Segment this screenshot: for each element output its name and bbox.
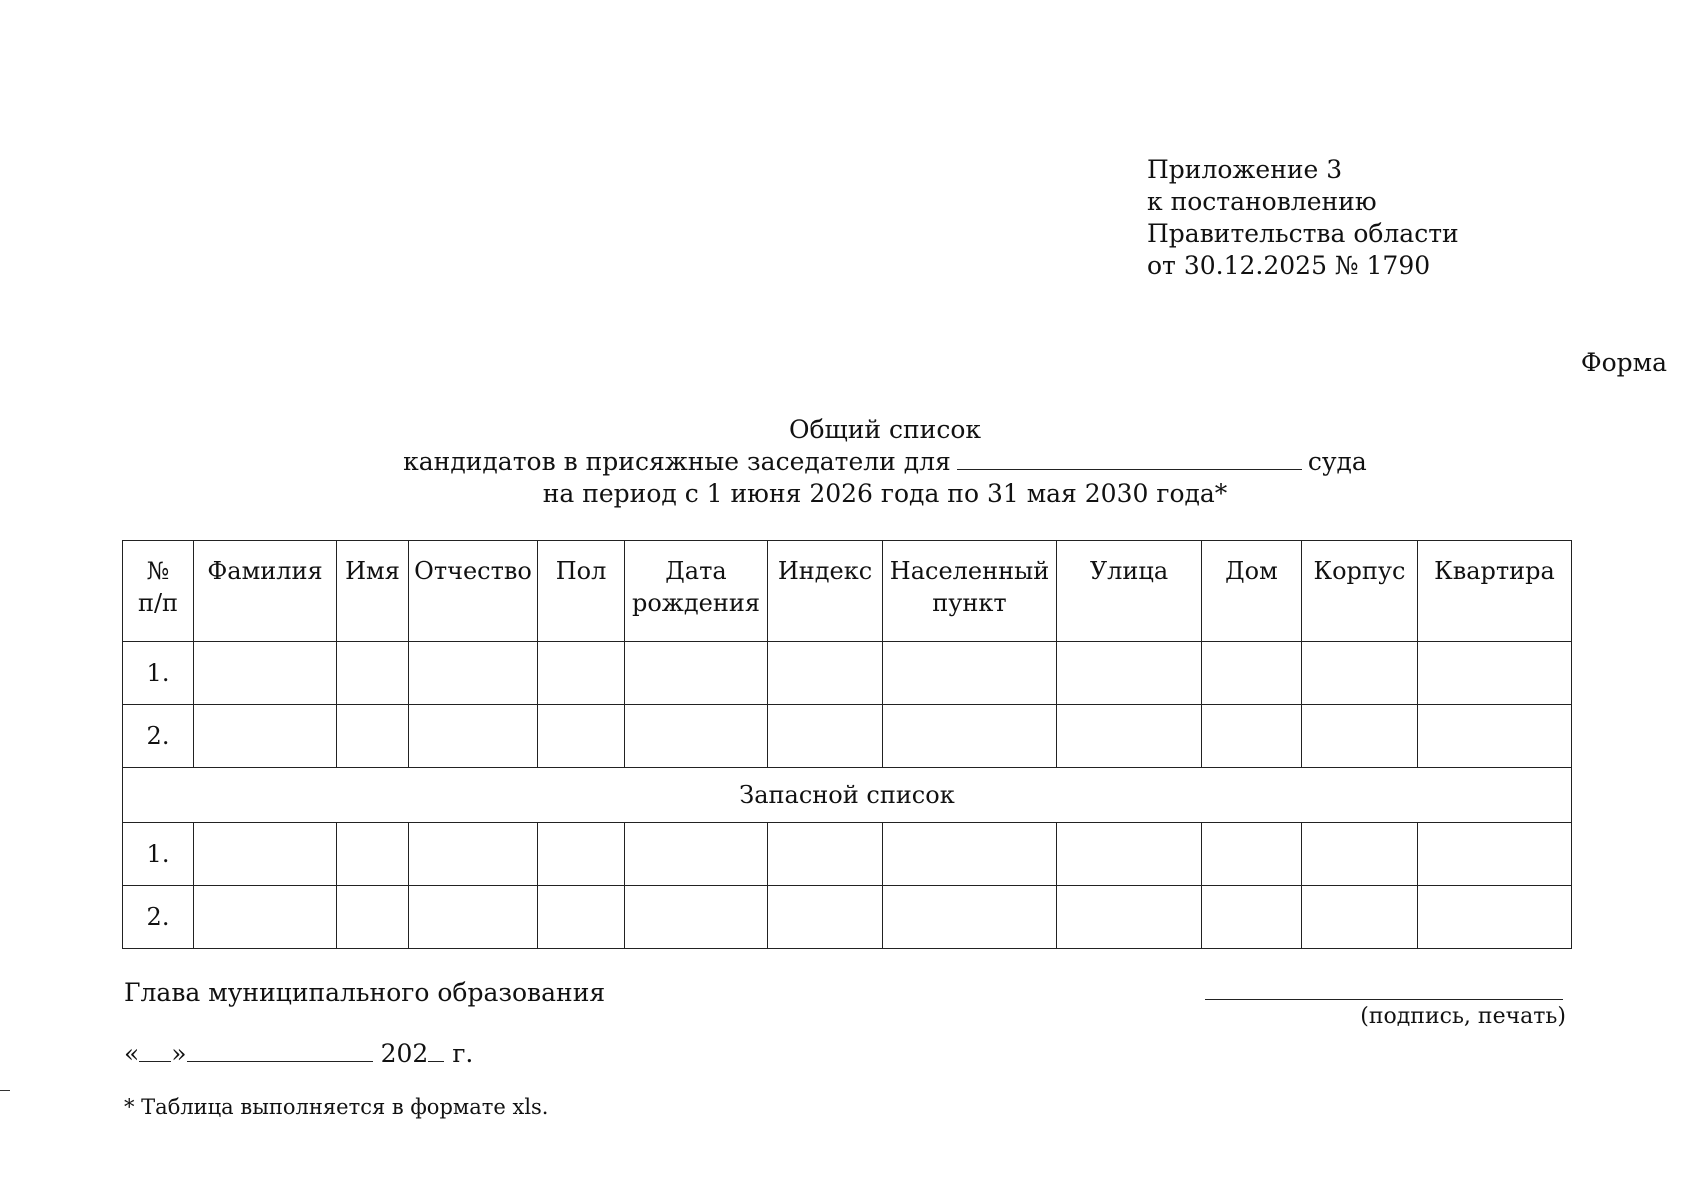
header-cell: Улица — [1057, 541, 1202, 642]
reserve-section-row — [123, 768, 1572, 823]
court-name-blank — [957, 447, 1302, 470]
header-cell: Имя — [337, 541, 409, 642]
appendix-block — [1147, 154, 1459, 282]
document-title — [0, 414, 1697, 510]
header-cell: Дом — [1202, 541, 1302, 642]
year-prefix: 202 — [380, 1039, 429, 1068]
signature-caption: (подпись, печать) — [1360, 1004, 1566, 1029]
appendix-line: к постановлению — [1147, 187, 1377, 216]
year-digit-blank — [428, 1041, 444, 1062]
head-of-municipality-label: Глава муниципального образования — [124, 978, 606, 1007]
header-cell: Индекс — [768, 541, 883, 642]
table-row — [123, 642, 1572, 705]
header-cell: Отчество — [409, 541, 538, 642]
day-blank — [139, 1041, 171, 1062]
header-cell: Пол — [538, 541, 625, 642]
row-number: 1. — [123, 642, 194, 705]
form-label: Форма — [1580, 348, 1667, 377]
title-suffix: суда — [1307, 447, 1367, 476]
reserve-list-title: Запасной список — [123, 768, 1572, 823]
header-cell: Фамилия — [194, 541, 337, 642]
table-row — [123, 886, 1572, 949]
row-number: 2. — [123, 705, 194, 768]
header-cell: № п/п — [123, 541, 194, 642]
row-number: 2. — [123, 886, 194, 949]
footnote: * Таблица выполняется в формате xls. — [124, 1095, 549, 1119]
month-blank — [187, 1041, 373, 1062]
appendix-line: Правительства области — [1147, 219, 1459, 248]
header-cell: Дата рождения — [625, 541, 768, 642]
table-header-row — [123, 541, 1572, 642]
title-line: на период с 1 июня 2026 года по 31 мая 2030 года* — [542, 479, 1228, 508]
row-number: 1. — [123, 823, 194, 886]
year-suffix: г. — [452, 1039, 474, 1068]
open-quote: « — [124, 1039, 140, 1068]
signature-line — [1205, 999, 1563, 1000]
title-line — [0, 446, 1697, 478]
close-quote: » — [171, 1039, 187, 1068]
margin-mark — [0, 1090, 10, 1091]
header-cell: Квартира — [1418, 541, 1572, 642]
header-cell: Корпус — [1302, 541, 1418, 642]
candidates-table — [122, 540, 1572, 949]
header-cell: Населенный пункт — [883, 541, 1057, 642]
table-row — [123, 823, 1572, 886]
table-row — [123, 705, 1572, 768]
date-line — [124, 1039, 473, 1068]
title-prefix: кандидатов в присяжные заседатели для — [403, 447, 951, 476]
title-line: Общий список — [788, 415, 982, 444]
appendix-line: от 30.12.2025 № 1790 — [1147, 251, 1431, 280]
appendix-line: Приложение 3 — [1147, 155, 1343, 184]
